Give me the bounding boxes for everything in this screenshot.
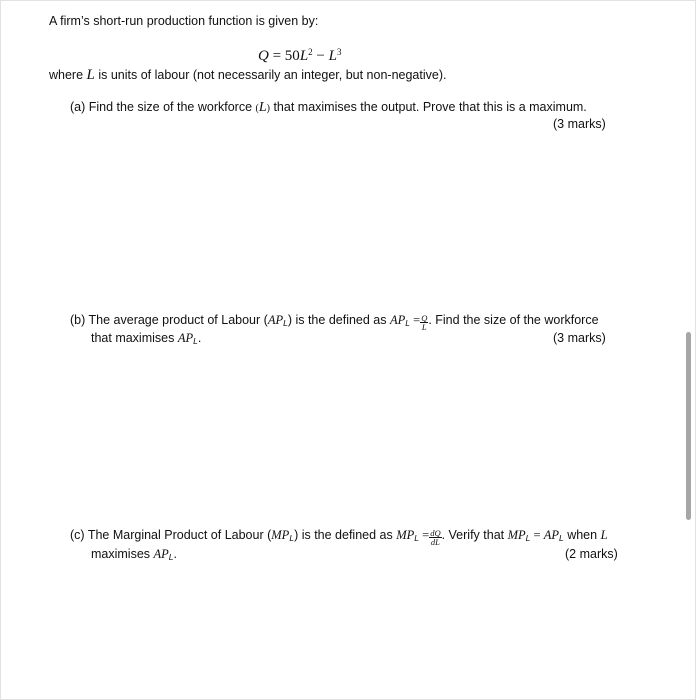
where-var: L — [86, 67, 95, 83]
part-b-fraction: $\frac{Q}{L}$ — [421, 312, 428, 332]
part-b-marks: (3 marks) — [553, 331, 606, 345]
part-c-question-line2: maximises $AP_L$. — [91, 547, 178, 562]
part-b-question: (b) The average product of Labour $(AP_L)$ is the defined as $AP_L$ = $\frac{Q}{L}$ . Find the size of the workforce — [70, 312, 599, 332]
equation-minus: − — [312, 48, 329, 64]
where-line: where L is units of labour (not necessarily an integer, but non-negative). — [49, 67, 447, 83]
equation-equals: = 50 — [268, 48, 300, 64]
part-c-fraction: $\frac{dQ}{dL}$ — [430, 527, 441, 547]
equation-lhs: Q — [258, 48, 269, 64]
equation-var1: L — [299, 48, 309, 64]
part-a-question: (a) Find the size of the workforce (L) that maximises the output. Prove that this is a maximum. — [70, 100, 587, 115]
equation-exp2: 3 — [336, 47, 342, 57]
part-b-question-line2: that maximises $AP_L$. — [91, 331, 202, 346]
vertical-scrollbar-thumb[interactable] — [686, 332, 691, 520]
part-a-marks: (3 marks) — [553, 117, 606, 131]
part-a-var: L — [258, 100, 267, 115]
intro-text: A firm’s short-run production function is given by: — [49, 14, 319, 28]
equation-var2: L — [328, 48, 337, 64]
production-function-equation — [258, 44, 341, 64]
part-c-marks: (2 marks) — [565, 547, 618, 561]
part-c-question: (c) The Marginal Product of Labour $(MP_L)$ is the defined as $MP_L$ = $\frac{dQ}{dL}$ . Verify that $MP_L = AP_L$ when L — [70, 527, 608, 547]
equation-exp1: 2 — [308, 47, 313, 57]
